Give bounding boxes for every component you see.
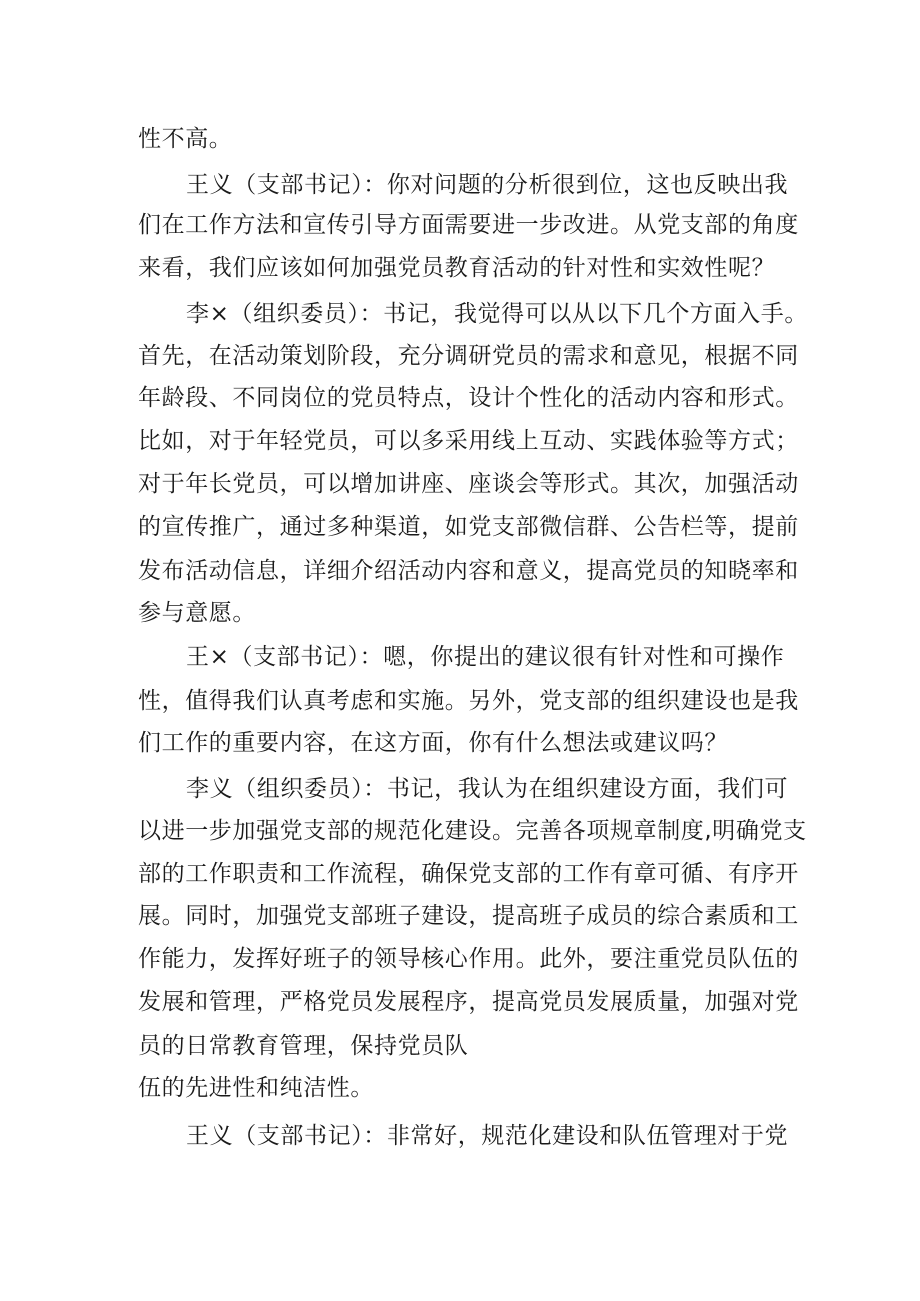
text-line: 的宣传推广，通过多种渠道，如党支部微信群、公告栏等，提前 <box>138 514 799 540</box>
text-line: 伍的先进性和纯洁性。 <box>138 1075 374 1101</box>
text-line: 李义（组织委员）：书记，我认为在组织建设方面，我们可 <box>186 776 789 802</box>
text-line: 以进一步加强党支部的规范化建设。完善各项规章制度,明确党支 <box>138 818 807 844</box>
text-line: 对于年长党员，可以增加讲座、座谈会等形式。其次，加强活动 <box>138 471 799 497</box>
text-line: 来看，我们应该如何加强党员教育活动的针对性和实效性呢？ <box>138 255 776 281</box>
text-line: 比如，对于年轻党员，可以多采用线上互动、实践体验等方式； <box>138 428 799 454</box>
text-line: 们工作的重要内容，在这方面，你有什么想法或建议吗？ <box>138 730 728 756</box>
text-line: 员的日常教育管理，保持党员队 <box>138 1033 469 1059</box>
text-line: 王×（支部书记）：嗯，你提出的建议很有针对性和可操作 <box>186 644 785 670</box>
text-line: 们在工作方法和宣传引导方面需要进一步改进。从党支部的角度 <box>138 212 799 238</box>
text-line: 王义（支部书记）：你对问题的分析很到位，这也反映出我 <box>186 172 789 198</box>
text-line: 参与意愿。 <box>138 600 256 626</box>
text-line: 展。同时，加强党支部班子建设，提高班子成员的综合素质和工 <box>138 903 799 929</box>
text-line: 性，值得我们认真考虑和实施。另外，党支部的组织建设也是我 <box>138 688 799 714</box>
text-line: 首先，在活动策划阶段，充分调研党员的需求和意见，根据不同 <box>138 343 799 369</box>
text-line: 部的工作职责和工作流程，确保党支部的工作有章可循、有序开 <box>138 861 799 887</box>
text-line: 年龄段、不同岗位的党员特点，设计个性化的活动内容和形式。 <box>138 385 799 411</box>
text-line: 发展和管理，严格党员发展程序，提高党员发展质量，加强对党 <box>138 989 799 1015</box>
text-line: 发布活动信息，详细介绍活动内容和意义，提高党员的知晓率和 <box>138 558 799 584</box>
text-line: 李×（组织委员）：书记，我觉得可以从以下几个方面入手。 <box>186 301 808 327</box>
text-line: 性不高。 <box>138 126 233 152</box>
text-line: 作能力，发挥好班子的领导核心作用。此外，要注重党员队伍的 <box>138 946 799 972</box>
text-line: 王义（支部书记）：非常好，规范化建设和队伍管理对于党 <box>186 1123 789 1149</box>
